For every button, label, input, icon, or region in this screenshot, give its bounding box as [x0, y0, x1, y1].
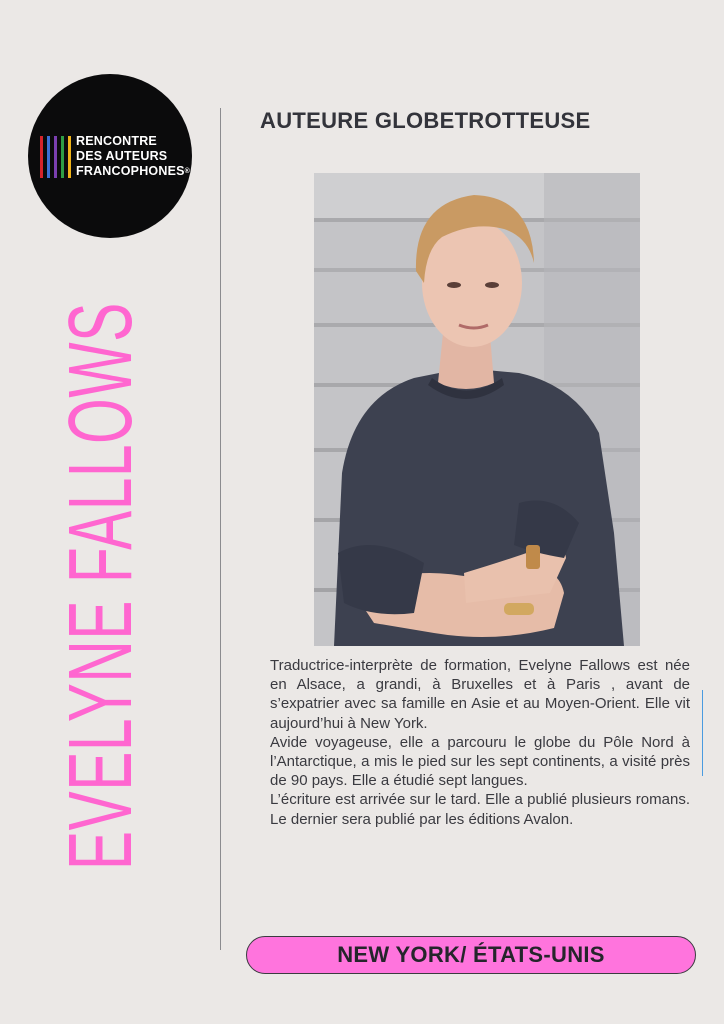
bio-paragraph-2: Avide voyageuse, elle a parcouru le globe du Pôle Nord à l’Antarctique, a mis le pied sur les sept continents, a visité près de 90 pays. Elle a étudié sept langues.: [270, 733, 690, 790]
author-name: EVELYNE FALLOWS: [51, 302, 151, 870]
location-label: NEW YORK/ ÉTATS-UNIS: [337, 942, 605, 967]
author-name-vertical: [51, 270, 151, 870]
logo-bar-blue: [47, 136, 50, 178]
logo-line-2: DES AUTEURS: [76, 149, 168, 163]
bio-paragraph-3: L’écriture est arrivée sur le tard. Elle a publié plusieurs romans. Le dernier sera publié par les éditions Avalon.: [270, 791, 690, 828]
logo-bar-red: [40, 136, 43, 178]
logo-color-bars: [40, 136, 71, 178]
location-badge: [246, 936, 696, 974]
author-subtitle: AUTEURE GLOBETROTTEUSE: [260, 108, 591, 133]
logo-line-1: RENCONTRE: [76, 134, 157, 148]
organization-logo: [28, 74, 192, 238]
logo-bar-green: [61, 136, 64, 178]
bio-paragraph-1: Traductrice-interprète de formation, Evelyne Fallows est née en Alsace, a grandi, à Bruxelles et à Paris , avant de s’expatrier avec sa famille en Asie et au Moyen-Orient. Elle vit aujourd’hui à New York.: [270, 657, 690, 732]
logo-bar-yellow: [68, 136, 71, 178]
author-photo: [314, 173, 640, 646]
logo-line-3: FRANCOPHONES®: [76, 164, 191, 178]
vertical-divider: [220, 108, 221, 950]
logo-text: [76, 134, 190, 179]
logo-bar-purple: [54, 136, 57, 178]
author-biography: [270, 656, 690, 829]
text-cursor-mark: [702, 690, 703, 776]
